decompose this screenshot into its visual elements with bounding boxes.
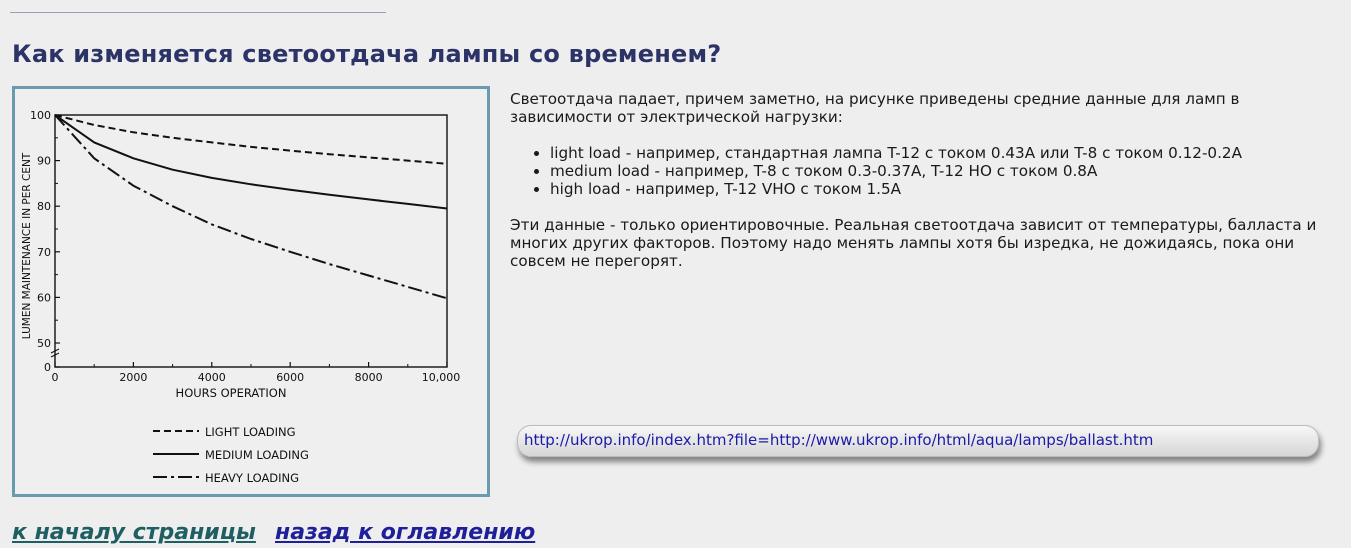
legend-label: HEAVY LOADING	[205, 471, 300, 485]
footer-nav	[12, 520, 549, 545]
top-divider	[10, 12, 386, 13]
series-line-light-loading	[55, 115, 447, 164]
x-tick-label: 6000	[276, 371, 305, 384]
x-axis-label: HOURS OPERATION	[175, 386, 287, 400]
legend-label: MEDIUM LOADING	[205, 448, 309, 462]
y-tick-label: 60	[37, 291, 51, 305]
y-tick-label: 100	[30, 109, 51, 122]
series-line-heavy-loading	[55, 115, 447, 298]
back-to-contents-link[interactable]: назад к оглавлению	[275, 520, 536, 545]
list-item-medium-load: • medium load - например, T-8 с током 0.3-0.37A, T-12 HO с током 0.8A	[550, 162, 1345, 180]
x-tick-label: 0	[51, 371, 59, 384]
note-paragraph: Эти данные - только ориентировочные. Реальная светоотдача зависит от температуры, балласта и многих других факторов. Поэтому надо менять лампы хотя бы изредка, не дожидаясь, пока они совсем не перегорят.	[510, 216, 1317, 270]
legend-label: LIGHT LOADING	[205, 425, 296, 439]
x-tick-label: 2000	[119, 371, 148, 384]
top-link-remnants	[10, 0, 384, 8]
page-title: Как изменяется светоотдача лампы со временем?	[12, 40, 722, 68]
load-list	[510, 144, 1345, 198]
y-tick-label: 0	[44, 361, 51, 374]
source-url-box	[517, 425, 1319, 457]
x-tick-label: 10,000	[421, 371, 461, 384]
list-item-light-load: • light load - например, стандартная лампа T-12 с током 0.43A или T-8 с током 0.12-0.2A	[550, 144, 1345, 162]
source-url-link[interactable]: http://ukrop.info/index.htm?file=http://www.ukrop.info/html/aqua/lamps/ballast.htm	[524, 431, 1154, 449]
lumen-maintenance-chart	[15, 89, 487, 494]
y-axis-label: LUMEN MAINTENANCE IN PER CENT	[21, 152, 33, 340]
chart-frame	[12, 86, 490, 497]
y-tick-label: 80	[37, 200, 51, 214]
y-tick-label: 70	[37, 245, 51, 259]
list-item-high-load: • high load - например, T-12 VHO с током 1.5A	[550, 180, 1345, 198]
plot-area-border	[55, 115, 447, 367]
to-top-link[interactable]: к началу страницы	[12, 520, 256, 545]
x-tick-label: 8000	[354, 371, 383, 384]
y-tick-label: 90	[37, 154, 51, 168]
y-tick-label: 50	[37, 337, 51, 350]
article-content	[510, 90, 1345, 270]
intro-paragraph: Светоотдача падает, причем заметно, на рисунке приведены средние данные для ламп в зависимости от электрической нагрузки:	[510, 90, 1240, 126]
x-tick-label: 4000	[197, 371, 226, 384]
